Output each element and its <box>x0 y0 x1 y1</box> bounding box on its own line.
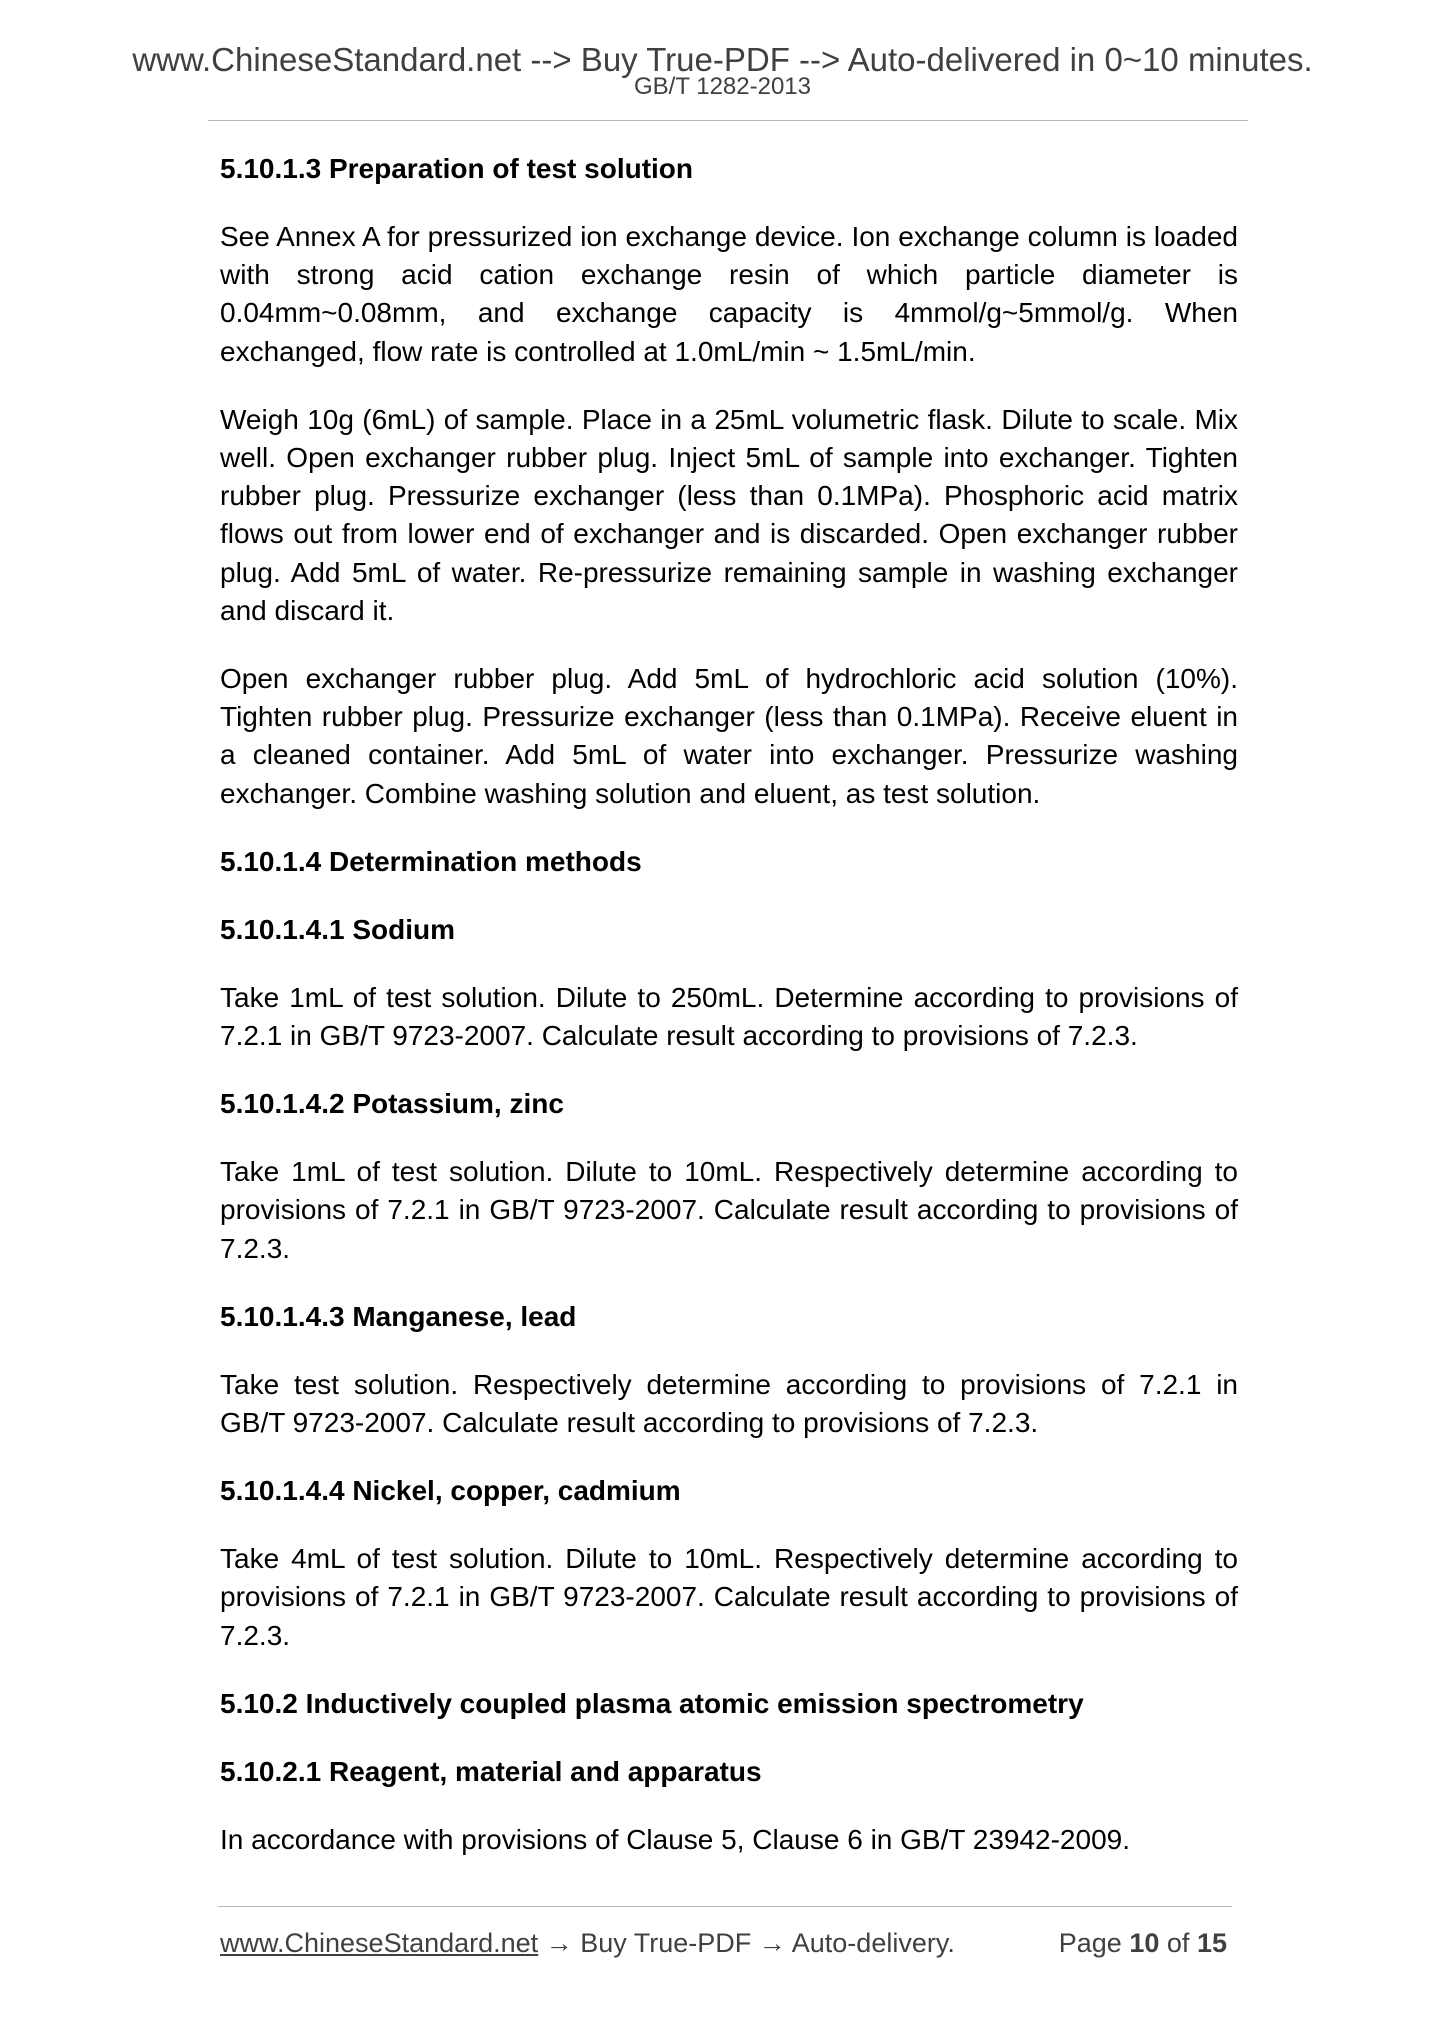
footer-delivery-text: Auto-delivery. <box>791 1928 955 1958</box>
arrow-icon: → <box>751 1928 792 1958</box>
paragraph-potassium-zinc: Take 1mL of test solution. Dilute to 10mL. Respectively determine according to provisions of 7.2.1 in GB/T 9723-2007. Calculate result according to provisions of 7.2.3. <box>220 1156 1238 1264</box>
page-label: Page <box>1058 1928 1122 1958</box>
paragraph-nickel-copper-cadmium: Take 4mL of test solution. Dilute to 10mL. Respectively determine according to provisions of 7.2.1 in GB/T 9723-2007. Calculate result according to provisions of 7.2.3. <box>220 1543 1238 1651</box>
heading-5-10-1-4-1: 5.10.1.4.1 Sodium <box>220 913 455 945</box>
page-indicator <box>1059 1926 1227 1960</box>
page-current: 10 <box>1129 1928 1160 1958</box>
footer-buy-text: Buy True-PDF <box>580 1928 752 1958</box>
heading-5-10-1-3: 5.10.1.3 Preparation of test solution <box>220 153 694 184</box>
paragraph-weigh-sample: Weigh 10g (6mL) of sample. Place in a 25mL volumetric flask. Dilute to scale. Mix well. Open exchanger rubber plug. Inject 5mL of sample into exchanger. Tighten rubber plug. Pressurize exchanger (less than 0.1MPa). Phosphoric acid matrix flows out from lower end of exchanger and is discarded. Open exchanger rubber plug. Add 5mL of water. Re-pressurize remaining sample in washing exchanger and discard it. <box>220 403 1238 626</box>
header-divider <box>208 120 1248 121</box>
page-total: 15 <box>1196 1928 1227 1958</box>
paragraph-reagents: In accordance with provisions of Clause 5, Clause 6 in GB/T 23942-2009. <box>220 1823 1130 1855</box>
paragraph-elution: Open exchanger rubber plug. Add 5mL of hydrochloric acid solution (10%). Tighten rubber plug. Pressurize exchanger (less than 0.1MPa). Receive eluent in a cleaned container. Add 5mL of water into exchanger. Pressurize washing exchanger. Combine washing solution and eluent, as test solution. <box>220 663 1238 809</box>
document-body <box>220 150 1238 1889</box>
arrow-icon: → <box>538 1928 581 1958</box>
footer-links <box>220 1926 955 1960</box>
heading-5-10-1-4-4: 5.10.1.4.4 Nickel, copper, cadmium <box>220 1475 681 1507</box>
standard-number: GB/T 1282-2013 <box>633 73 811 100</box>
paragraph-sodium: Take 1mL of test solution. Dilute to 250mL. Determine according to provisions of 7.2.1 in GB/T 9723-2007. Calculate result according to provisions of 7.2.3. <box>220 981 1238 1052</box>
page-of-label: of <box>1166 1928 1190 1958</box>
footer-divider <box>218 1906 1232 1907</box>
heading-5-10-2: 5.10.2 Inductively coupled plasma atomic emission spectrometry <box>220 1687 1084 1719</box>
heading-5-10-1-4: 5.10.1.4 Determination methods <box>220 845 642 877</box>
paragraph-ion-exchange-device: See Annex A for pressurized ion exchange device. Ion exchange column is loaded with strong acid cation exchange resin of which particle diameter is 0.04mm~0.08mm, and exchange capacity is 4mmol/g~5mmol/g. When exchanged, flow rate is controlled at 1.0mL/min ~ 1.5mL/min. <box>220 221 1238 367</box>
footer-site-link[interactable]: www.ChineseStandard.net <box>220 1928 539 1958</box>
heading-5-10-2-1: 5.10.2.1 Reagent, material and apparatus <box>220 1755 762 1787</box>
paragraph-manganese-lead: Take test solution. Respectively determine according to provisions of 7.2.1 in GB/T 9723-2007. Calculate result according to provisions of 7.2.3. <box>220 1368 1238 1439</box>
heading-5-10-1-4-3: 5.10.1.4.3 Manganese, lead <box>220 1300 577 1332</box>
top-banner: www.ChineseStandard.net --> Buy True-PDF --> Auto-delivered in 0~10 minutes. <box>132 41 1313 78</box>
heading-5-10-1-4-2: 5.10.1.4.2 Potassium, zinc <box>220 1088 564 1120</box>
